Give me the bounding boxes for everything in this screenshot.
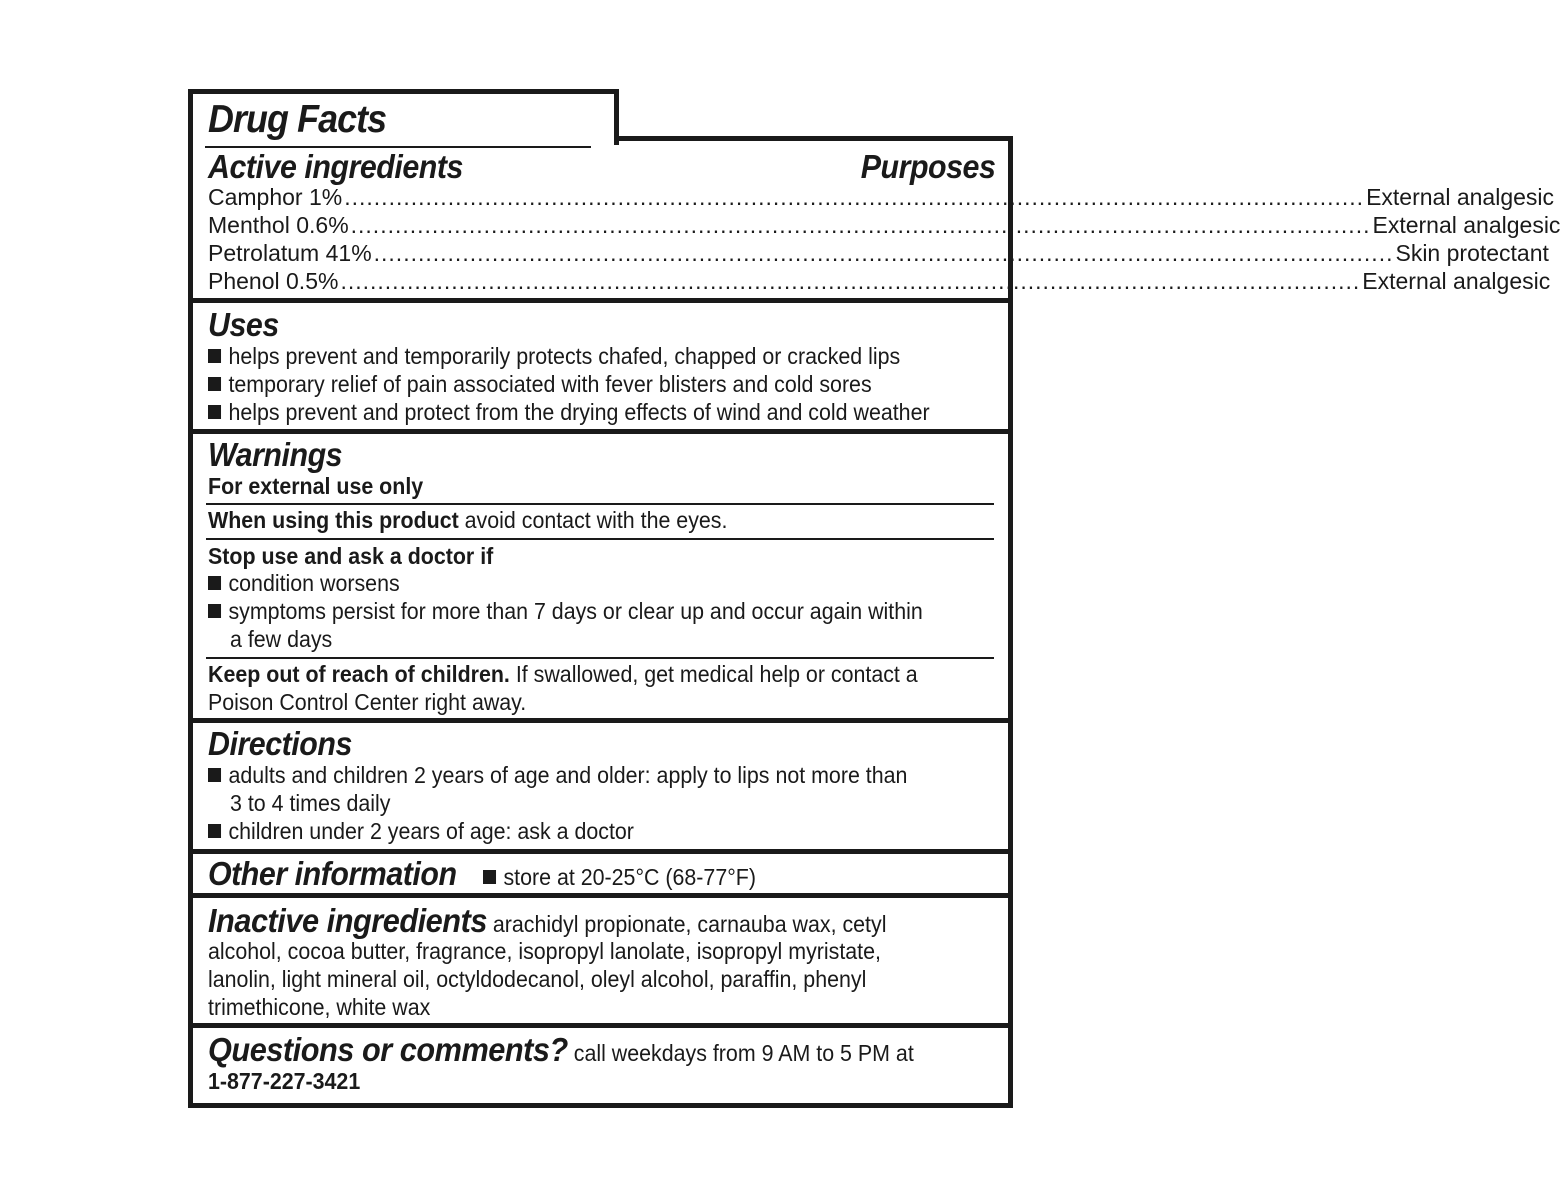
dot-leader: .......................................................................................................................................... <box>344 184 1365 210</box>
uses-item: helps prevent and temporarily protects chafed, chapped or cracked lips <box>208 342 900 370</box>
inactive-ingredients-line: Inactive ingredients arachidyl propionate, carnauba wax, cetyl <box>208 902 887 939</box>
warnings-rule <box>206 503 994 505</box>
stop-use-item-continued: a few days <box>230 626 333 652</box>
square-bullet-icon <box>208 405 221 419</box>
page-title: Drug Facts <box>208 98 387 141</box>
section-divider <box>193 849 1008 854</box>
warnings-rule <box>206 657 994 659</box>
square-bullet-icon <box>483 870 496 884</box>
stop-use-item: symptoms persist for more than 7 days or clear up and occur again within <box>208 597 923 625</box>
keep-out-text: Keep out of reach of children. If swallowed, get medical help or contact a <box>208 661 918 687</box>
uses-item: helps prevent and protect from the drying effects of wind and cold weather <box>208 398 930 426</box>
ingredient-name: Menthol 0.6% <box>208 212 349 238</box>
dot-leader: .......................................................................................................................................... <box>350 212 1371 238</box>
purposes-heading: Purposes <box>860 148 995 185</box>
square-bullet-icon <box>208 377 221 391</box>
square-bullet-icon <box>208 604 221 618</box>
section-divider <box>193 1023 1008 1028</box>
active-ingredients-heading: Active ingredients <box>208 148 463 185</box>
ingredient-name: Phenol 0.5% <box>208 268 339 294</box>
directions-heading: Directions <box>208 725 352 762</box>
uses-heading: Uses <box>208 306 279 343</box>
other-information-item: store at 20-25°C (68-77°F) <box>483 863 756 891</box>
ingredient-row <box>208 268 1551 296</box>
ingredient-row <box>208 184 1555 212</box>
external-use-text: For external use only <box>208 473 424 499</box>
square-bullet-icon <box>208 576 221 590</box>
questions-line: Questions or comments? call weekdays from 9 AM to 5 PM at <box>208 1031 914 1068</box>
warnings-rule <box>206 538 994 540</box>
questions-heading: Questions or comments? <box>208 1031 568 1068</box>
warnings-heading: Warnings <box>208 436 343 473</box>
inactive-ingredients-text: trimethicone, white wax <box>208 994 431 1020</box>
when-using-text: When using this product avoid contact with the eyes. <box>208 507 728 533</box>
square-bullet-icon <box>208 824 221 838</box>
inactive-ingredients-text: lanolin, light mineral oil, octyldodecanol, oleyl alcohol, paraffin, phenyl <box>208 966 867 992</box>
uses-item: temporary relief of pain associated with fever blisters and cold sores <box>208 370 872 398</box>
ingredient-purpose: External analgesic <box>1372 212 1560 238</box>
square-bullet-icon <box>208 768 221 782</box>
ingredient-row <box>208 212 1560 240</box>
ingredient-purpose: Skin protectant <box>1395 240 1549 266</box>
stop-use-item: condition worsens <box>208 569 400 597</box>
ingredient-purpose: External analgesic <box>1362 268 1551 294</box>
stop-use-heading: Stop use and ask a doctor if <box>208 543 494 569</box>
ingredient-name: Camphor 1% <box>208 184 343 210</box>
inactive-ingredients-text: alcohol, cocoa butter, fragrance, isopropyl lanolate, isopropyl myristate, <box>208 938 881 964</box>
dot-leader: .......................................................................................................................................... <box>340 268 1361 294</box>
square-bullet-icon <box>208 349 221 363</box>
section-divider <box>193 718 1008 723</box>
section-divider <box>193 298 1008 303</box>
keep-out-text-continued: Poison Control Center right away. <box>208 689 527 715</box>
dot-leader: .......................................................................................................................................... <box>373 240 1394 266</box>
directions-item: adults and children 2 years of age and older: apply to lips not more than <box>208 761 907 789</box>
section-divider <box>193 893 1008 898</box>
phone-number: 1-877-227-3421 <box>208 1068 361 1094</box>
title-rule <box>205 146 591 148</box>
section-divider <box>193 429 1008 434</box>
ingredient-name: Petrolatum 41% <box>208 240 372 266</box>
other-information-heading: Other information <box>208 855 457 892</box>
ingredient-purpose: External analgesic <box>1366 184 1555 210</box>
directions-item-continued: 3 to 4 times daily <box>230 790 391 816</box>
directions-item: children under 2 years of age: ask a doctor <box>208 817 634 845</box>
inactive-ingredients-heading: Inactive ingredients <box>208 902 487 939</box>
ingredient-row <box>208 240 1549 268</box>
